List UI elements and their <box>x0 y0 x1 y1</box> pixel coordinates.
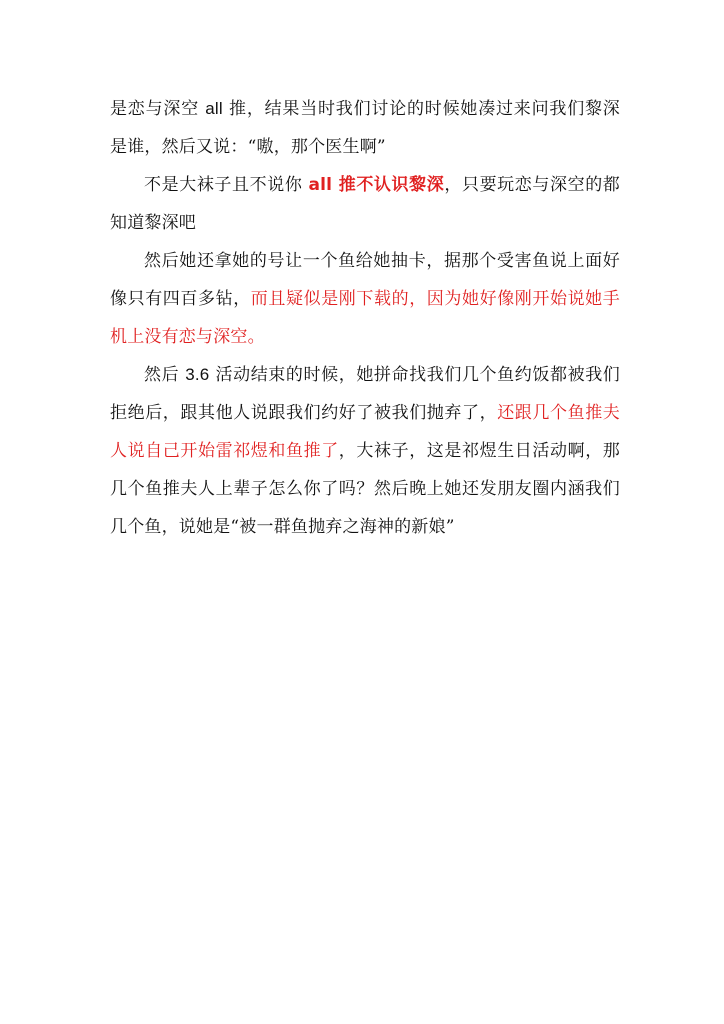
text-run: 然后她还拿她的号让一个鱼给她抽卡，据那个受害鱼说上面好像只有四百多钻， <box>110 251 620 309</box>
text-run: ，大袜子，这是祁煜生日活动啊，那几个鱼推夫人上辈子怎么你了吗？然后晚上她还发朋友圈内涵我们几个鱼，说她是“被一群鱼抛弃之海神的新娘” <box>110 441 620 537</box>
paragraph-2 <box>110 166 620 242</box>
text-run: ，只要玩恋与深空的都知道黎深吧 <box>110 175 621 233</box>
text-run: 3.6 <box>185 365 210 384</box>
highlighted-text: 而且疑似是刚下载的，因为她好像刚开始说她手机上没有恋与深空。 <box>110 289 620 347</box>
paragraph-3 <box>110 242 620 356</box>
text-run: 是恋与深空 <box>110 99 206 119</box>
text-run: all <box>205 99 223 118</box>
highlighted-text: 还跟几个鱼推夫人说自己开始雷祁煜和鱼推了 <box>110 403 621 461</box>
text-run: 不是大袜子且不说你 <box>144 175 309 195</box>
paragraph-4 <box>110 356 620 546</box>
highlighted-text: all 推不认识黎深 <box>308 175 445 195</box>
text-run: 推，结果当时我们讨论的时候她凑过来问我们黎深是谁，然后又说：“嗷，那个医生啊” <box>110 99 620 157</box>
document-body <box>110 90 620 546</box>
text-run: 然后 <box>144 365 186 385</box>
paragraph-1 <box>110 90 620 166</box>
text-run: 活动结束的时候，她拼命找我们几个鱼约饭都被我们拒绝后，跟其他人说跟我们约好了被我们抛弃了， <box>110 365 621 423</box>
